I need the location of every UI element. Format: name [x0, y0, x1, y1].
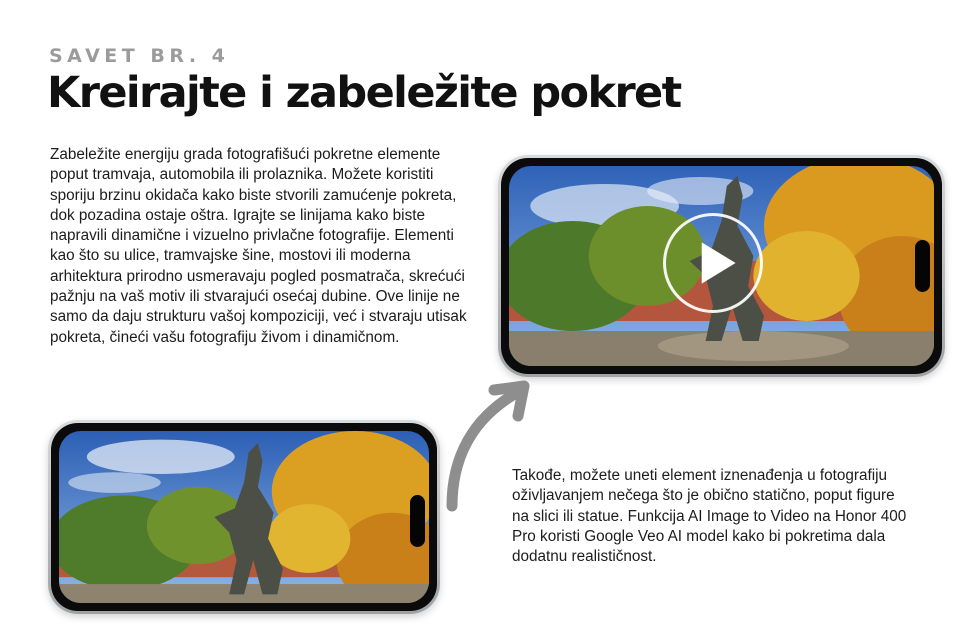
phone-video-preview [498, 155, 945, 377]
camera-island [915, 240, 930, 292]
camera-island [410, 495, 425, 547]
play-icon [666, 216, 760, 310]
page-title: Kreirajte i zabeležite pokret [47, 68, 681, 118]
phone-photo-preview [48, 420, 440, 614]
tip-kicker: SAVET BR. 4 [49, 45, 230, 67]
statue-photo-frame [59, 431, 429, 603]
secondary-paragraph: Takođe, možete uneti element iznenađenja u fotografiju oživljavanjem nečega što je obično statično, poput figure na slici ili statue. Funkcija AI Image to Video na Honor 400 Pro koristi Google Veo AI model kako bi pokretima dala dodatnu realističnost. [512, 467, 907, 566]
play-button[interactable] [663, 213, 763, 313]
main-paragraph: Zabeležite energiju grada fotografišući pokretne elemente poput tramvaja, automobila ili prolaznika. Možete koristiti sporiju brzinu okidača kako biste stvorili zamućenje pokreta, dok pozadina ostaje oštra. Igrajte se linijama kako biste napravili dinamične i vizuelno privlačne fotografije. Elementi kao što su ulice, tramvajske šine, mostovi ili moderna arhitektura prirodno usmeravaju pogled posmatrača, skrećući pažnju na vaš motiv ili stvarajući osećaj dubine. Ove linije ne samo da daju strukturu vašoj kompoziciji, već i stvaraju utisak pokreta, čineći vašu fotografiju živom i dinamičnom. [50, 146, 467, 346]
